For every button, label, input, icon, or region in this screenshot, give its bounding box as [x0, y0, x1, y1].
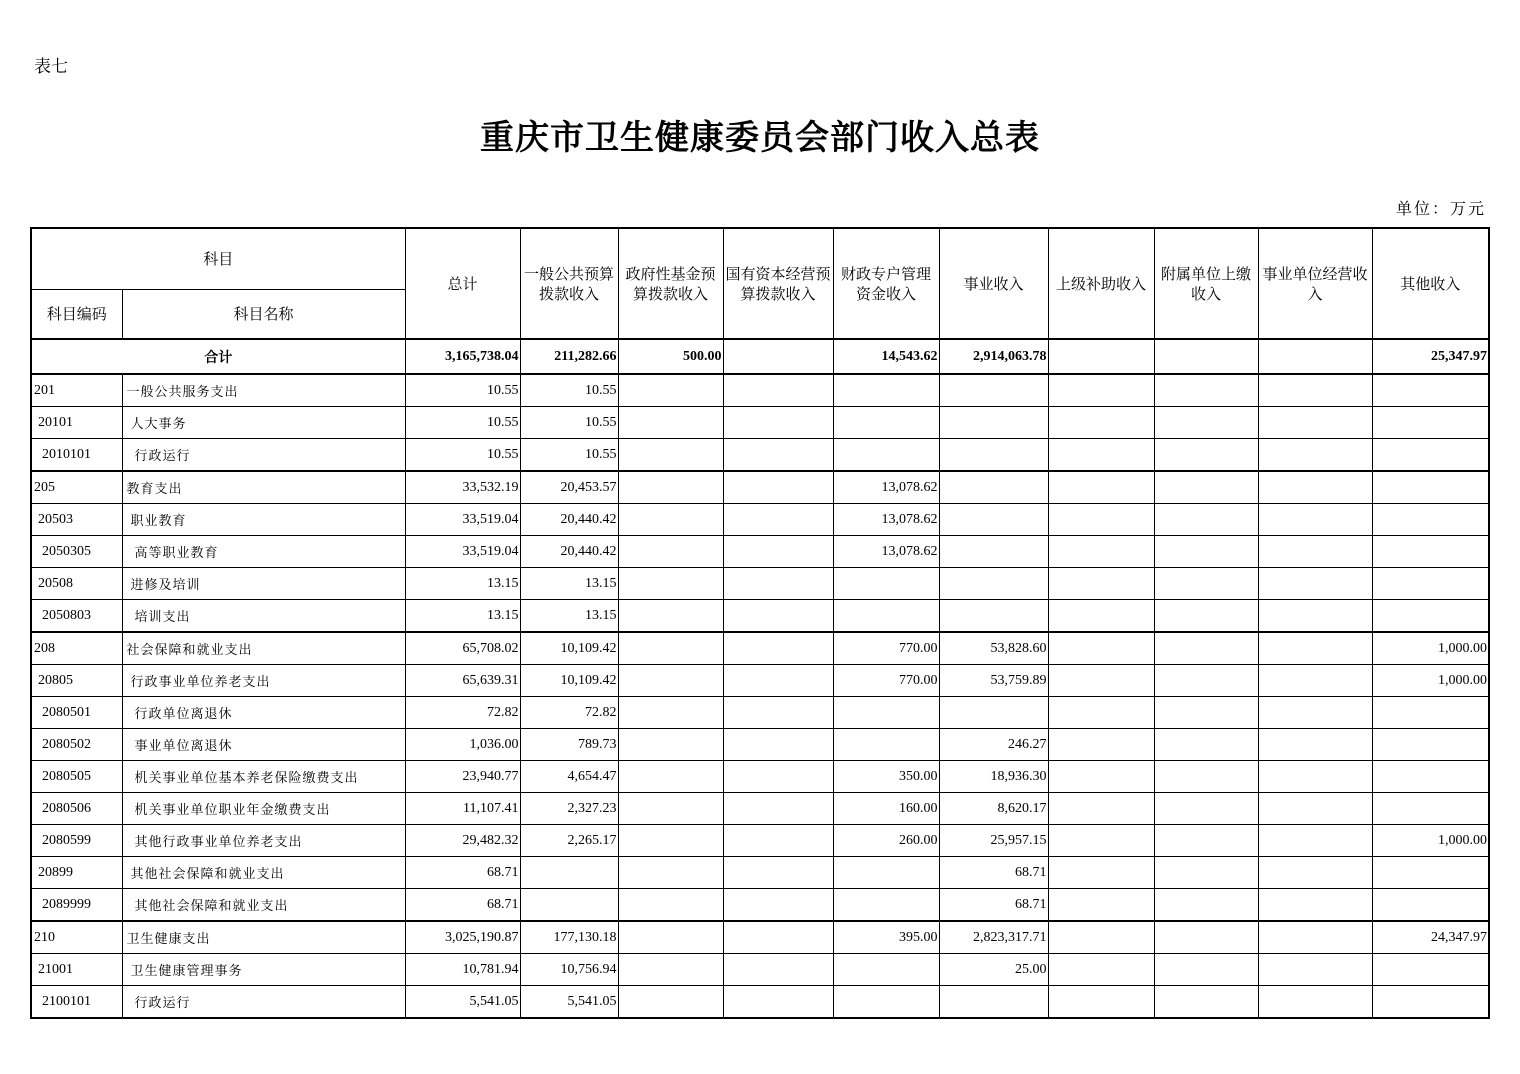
cell-total: 13.15 — [405, 600, 520, 633]
cell-general-budget: 789.73 — [520, 729, 618, 761]
header-total: 总计 — [405, 228, 520, 339]
subject-code-cell: 20503 — [31, 504, 122, 536]
cell-business-operation — [1258, 697, 1372, 729]
cell-business-operation — [1258, 825, 1372, 857]
subject-code-cell: 21001 — [31, 954, 122, 986]
table-row — [31, 374, 1489, 407]
cell-gov-fund — [618, 697, 723, 729]
subject-code-cell: 20899 — [31, 857, 122, 889]
cell-other-income — [1372, 889, 1489, 922]
cell-affiliated-unit — [1154, 568, 1258, 600]
cell-other-income — [1372, 536, 1489, 568]
cell-business-operation — [1258, 729, 1372, 761]
cell-general-budget: 10.55 — [520, 407, 618, 439]
cell-gov-fund — [618, 665, 723, 697]
cell-affiliated-unit — [1154, 504, 1258, 536]
table-row — [31, 407, 1489, 439]
cell-business-operation — [1258, 439, 1372, 472]
total-cell-gov-fund: 500.00 — [618, 339, 723, 374]
header-other-income: 其他收入 — [1372, 228, 1489, 339]
table-row — [31, 857, 1489, 889]
cell-special-fund — [833, 889, 939, 922]
cell-affiliated-unit — [1154, 857, 1258, 889]
table-row — [31, 536, 1489, 568]
subject-name-cell: 行政事业单位养老支出 — [122, 665, 405, 697]
table-row — [31, 729, 1489, 761]
cell-general-budget: 2,265.17 — [520, 825, 618, 857]
header-affiliated-unit: 附属单位上缴收入 — [1154, 228, 1258, 339]
total-cell-state-capital — [723, 339, 833, 374]
total-cell-superior-subsidy — [1048, 339, 1154, 374]
cell-total: 65,639.31 — [405, 665, 520, 697]
cell-affiliated-unit — [1154, 407, 1258, 439]
cell-gov-fund — [618, 568, 723, 600]
cell-other-income — [1372, 471, 1489, 504]
header-business-operation: 事业单位经营收入 — [1258, 228, 1372, 339]
cell-state-capital — [723, 954, 833, 986]
subject-code-cell: 2050305 — [31, 536, 122, 568]
cell-gov-fund — [618, 889, 723, 922]
cell-state-capital — [723, 439, 833, 472]
subject-code-cell: 2089999 — [31, 889, 122, 922]
unit-label: 单位：万元 — [1395, 199, 1486, 218]
table-row — [31, 761, 1489, 793]
cell-affiliated-unit — [1154, 697, 1258, 729]
cell-other-income — [1372, 439, 1489, 472]
cell-other-income — [1372, 374, 1489, 407]
cell-state-capital — [723, 632, 833, 665]
cell-general-budget: 2,327.23 — [520, 793, 618, 825]
table-row — [31, 439, 1489, 472]
cell-business-operation — [1258, 504, 1372, 536]
header-business-income: 事业收入 — [939, 228, 1048, 339]
cell-other-income — [1372, 857, 1489, 889]
header-subject: 科目 — [31, 228, 405, 290]
table-row — [31, 665, 1489, 697]
cell-total: 72.82 — [405, 697, 520, 729]
cell-general-budget: 10.55 — [520, 374, 618, 407]
table-row — [31, 471, 1489, 504]
subject-code-cell: 2010101 — [31, 439, 122, 472]
cell-business-operation — [1258, 793, 1372, 825]
table-row — [31, 793, 1489, 825]
subject-code-cell: 2100101 — [31, 986, 122, 1019]
subject-name-cell: 卫生健康支出 — [122, 921, 405, 954]
cell-special-fund: 160.00 — [833, 793, 939, 825]
subject-name-cell: 行政运行 — [122, 439, 405, 472]
cell-other-income: 1,000.00 — [1372, 632, 1489, 665]
cell-special-fund — [833, 407, 939, 439]
cell-superior-subsidy — [1048, 536, 1154, 568]
header-superior-subsidy: 上级补助收入 — [1048, 228, 1154, 339]
header-subject-code: 科目编码 — [31, 290, 122, 340]
subject-name-cell: 行政单位离退休 — [122, 697, 405, 729]
total-label: 合计 — [31, 339, 405, 374]
cell-special-fund — [833, 729, 939, 761]
cell-gov-fund — [618, 761, 723, 793]
cell-gov-fund — [618, 793, 723, 825]
cell-general-budget: 5,541.05 — [520, 986, 618, 1019]
cell-superior-subsidy — [1048, 761, 1154, 793]
cell-special-fund: 770.00 — [833, 665, 939, 697]
cell-business-operation — [1258, 407, 1372, 439]
subject-name-cell: 机关事业单位基本养老保险缴费支出 — [122, 761, 405, 793]
cell-superior-subsidy — [1048, 665, 1154, 697]
cell-state-capital — [723, 921, 833, 954]
cell-superior-subsidy — [1048, 793, 1154, 825]
cell-total: 68.71 — [405, 889, 520, 922]
cell-total: 65,708.02 — [405, 632, 520, 665]
cell-affiliated-unit — [1154, 889, 1258, 922]
cell-gov-fund — [618, 439, 723, 472]
cell-total: 10.55 — [405, 407, 520, 439]
cell-business-operation — [1258, 986, 1372, 1019]
subject-code-cell: 20508 — [31, 568, 122, 600]
cell-superior-subsidy — [1048, 889, 1154, 922]
cell-state-capital — [723, 761, 833, 793]
cell-total: 29,482.32 — [405, 825, 520, 857]
cell-special-fund — [833, 568, 939, 600]
subject-name-cell: 培训支出 — [122, 600, 405, 633]
cell-gov-fund — [618, 374, 723, 407]
cell-affiliated-unit — [1154, 439, 1258, 472]
cell-general-budget: 20,440.42 — [520, 536, 618, 568]
cell-business-income: 2,823,317.71 — [939, 921, 1048, 954]
cell-other-income — [1372, 697, 1489, 729]
cell-other-income — [1372, 568, 1489, 600]
cell-general-budget: 20,440.42 — [520, 504, 618, 536]
cell-other-income: 1,000.00 — [1372, 665, 1489, 697]
total-cell-business-income: 2,914,063.78 — [939, 339, 1048, 374]
cell-general-budget: 10,756.94 — [520, 954, 618, 986]
cell-business-operation — [1258, 600, 1372, 633]
cell-business-income — [939, 504, 1048, 536]
cell-business-income: 8,620.17 — [939, 793, 1048, 825]
subject-code-cell: 2080506 — [31, 793, 122, 825]
cell-state-capital — [723, 374, 833, 407]
header-general-budget: 一般公共预算拨款收入 — [520, 228, 618, 339]
cell-total: 13.15 — [405, 568, 520, 600]
subject-code-cell: 2050803 — [31, 600, 122, 633]
table-row — [31, 600, 1489, 633]
cell-gov-fund — [618, 921, 723, 954]
cell-business-operation — [1258, 921, 1372, 954]
cell-affiliated-unit — [1154, 825, 1258, 857]
cell-state-capital — [723, 504, 833, 536]
cell-affiliated-unit — [1154, 536, 1258, 568]
cell-special-fund — [833, 439, 939, 472]
subject-code-cell: 208 — [31, 632, 122, 665]
cell-business-income — [939, 407, 1048, 439]
subject-code-cell: 2080501 — [31, 697, 122, 729]
cell-special-fund — [833, 374, 939, 407]
total-cell-general-budget: 211,282.66 — [520, 339, 618, 374]
cell-superior-subsidy — [1048, 729, 1154, 761]
cell-other-income: 1,000.00 — [1372, 825, 1489, 857]
header-special-fund: 财政专户管理资金收入 — [833, 228, 939, 339]
table-row — [31, 921, 1489, 954]
cell-other-income — [1372, 729, 1489, 761]
cell-business-income — [939, 536, 1048, 568]
table-label: 表七 — [34, 57, 68, 77]
subject-code-cell: 2080599 — [31, 825, 122, 857]
cell-superior-subsidy — [1048, 632, 1154, 665]
cell-affiliated-unit — [1154, 986, 1258, 1019]
subject-name-cell: 事业单位离退休 — [122, 729, 405, 761]
total-row — [31, 339, 1489, 374]
subject-code-cell: 205 — [31, 471, 122, 504]
subject-name-cell: 人大事务 — [122, 407, 405, 439]
cell-special-fund — [833, 986, 939, 1019]
subject-name-cell: 卫生健康管理事务 — [122, 954, 405, 986]
cell-business-income — [939, 568, 1048, 600]
cell-state-capital — [723, 889, 833, 922]
cell-other-income — [1372, 504, 1489, 536]
cell-gov-fund — [618, 986, 723, 1019]
subject-name-cell: 其他社会保障和就业支出 — [122, 857, 405, 889]
cell-special-fund: 13,078.62 — [833, 536, 939, 568]
table-row — [31, 825, 1489, 857]
cell-general-budget: 177,130.18 — [520, 921, 618, 954]
cell-total: 33,519.04 — [405, 504, 520, 536]
cell-affiliated-unit — [1154, 761, 1258, 793]
cell-business-income — [939, 439, 1048, 472]
cell-gov-fund — [618, 471, 723, 504]
cell-total: 23,940.77 — [405, 761, 520, 793]
cell-other-income — [1372, 761, 1489, 793]
cell-gov-fund — [618, 632, 723, 665]
cell-business-income: 53,828.60 — [939, 632, 1048, 665]
cell-superior-subsidy — [1048, 825, 1154, 857]
table-row — [31, 568, 1489, 600]
cell-state-capital — [723, 665, 833, 697]
cell-superior-subsidy — [1048, 471, 1154, 504]
cell-superior-subsidy — [1048, 374, 1154, 407]
subject-name-cell: 其他社会保障和就业支出 — [122, 889, 405, 922]
cell-state-capital — [723, 600, 833, 633]
cell-business-operation — [1258, 471, 1372, 504]
cell-general-budget — [520, 857, 618, 889]
cell-business-income: 246.27 — [939, 729, 1048, 761]
cell-business-income: 68.71 — [939, 889, 1048, 922]
cell-business-operation — [1258, 536, 1372, 568]
cell-business-operation — [1258, 632, 1372, 665]
subject-name-cell: 教育支出 — [122, 471, 405, 504]
subject-code-cell: 210 — [31, 921, 122, 954]
cell-business-operation — [1258, 374, 1372, 407]
cell-general-budget: 13.15 — [520, 568, 618, 600]
cell-state-capital — [723, 568, 833, 600]
table-row — [31, 632, 1489, 665]
cell-superior-subsidy — [1048, 697, 1154, 729]
cell-business-income: 53,759.89 — [939, 665, 1048, 697]
cell-business-income — [939, 986, 1048, 1019]
subject-code-cell: 20805 — [31, 665, 122, 697]
subject-name-cell: 行政运行 — [122, 986, 405, 1019]
cell-gov-fund — [618, 857, 723, 889]
cell-total: 33,519.04 — [405, 536, 520, 568]
cell-total: 11,107.41 — [405, 793, 520, 825]
cell-superior-subsidy — [1048, 921, 1154, 954]
cell-gov-fund — [618, 600, 723, 633]
subject-code-cell: 20101 — [31, 407, 122, 439]
subject-name-cell: 其他行政事业单位养老支出 — [122, 825, 405, 857]
header-state-capital: 国有资本经营预算拨款收入 — [723, 228, 833, 339]
cell-state-capital — [723, 793, 833, 825]
subject-name-cell: 社会保障和就业支出 — [122, 632, 405, 665]
table-row — [31, 954, 1489, 986]
subject-code-cell: 201 — [31, 374, 122, 407]
cell-affiliated-unit — [1154, 793, 1258, 825]
cell-affiliated-unit — [1154, 600, 1258, 633]
total-cell-special-fund: 14,543.62 — [833, 339, 939, 374]
cell-business-income — [939, 471, 1048, 504]
total-cell-affiliated-unit — [1154, 339, 1258, 374]
subject-name-cell: 进修及培训 — [122, 568, 405, 600]
cell-total: 10.55 — [405, 439, 520, 472]
subject-name-cell: 高等职业教育 — [122, 536, 405, 568]
cell-special-fund — [833, 857, 939, 889]
cell-superior-subsidy — [1048, 407, 1154, 439]
table-row — [31, 986, 1489, 1019]
income-table — [30, 227, 1490, 1019]
total-cell-total: 3,165,738.04 — [405, 339, 520, 374]
cell-special-fund: 770.00 — [833, 632, 939, 665]
subject-name-cell: 机关事业单位职业年金缴费支出 — [122, 793, 405, 825]
cell-special-fund: 13,078.62 — [833, 504, 939, 536]
cell-superior-subsidy — [1048, 504, 1154, 536]
cell-affiliated-unit — [1154, 665, 1258, 697]
total-cell-other-income: 25,347.97 — [1372, 339, 1489, 374]
cell-special-fund — [833, 600, 939, 633]
cell-gov-fund — [618, 504, 723, 536]
cell-affiliated-unit — [1154, 729, 1258, 761]
cell-business-operation — [1258, 857, 1372, 889]
cell-total: 68.71 — [405, 857, 520, 889]
total-cell-business-operation — [1258, 339, 1372, 374]
cell-total: 33,532.19 — [405, 471, 520, 504]
cell-general-budget: 10,109.42 — [520, 632, 618, 665]
cell-special-fund — [833, 954, 939, 986]
cell-state-capital — [723, 536, 833, 568]
cell-other-income — [1372, 600, 1489, 633]
cell-superior-subsidy — [1048, 600, 1154, 633]
cell-general-budget: 10,109.42 — [520, 665, 618, 697]
cell-gov-fund — [618, 407, 723, 439]
cell-total: 1,036.00 — [405, 729, 520, 761]
cell-superior-subsidy — [1048, 439, 1154, 472]
table-row — [31, 889, 1489, 922]
cell-special-fund — [833, 697, 939, 729]
header-subject-name: 科目名称 — [122, 290, 405, 340]
cell-gov-fund — [618, 825, 723, 857]
cell-total: 3,025,190.87 — [405, 921, 520, 954]
cell-gov-fund — [618, 729, 723, 761]
cell-business-operation — [1258, 665, 1372, 697]
header-gov-fund: 政府性基金预算拨款收入 — [618, 228, 723, 339]
cell-state-capital — [723, 471, 833, 504]
cell-state-capital — [723, 857, 833, 889]
cell-state-capital — [723, 986, 833, 1019]
cell-special-fund: 395.00 — [833, 921, 939, 954]
cell-affiliated-unit — [1154, 471, 1258, 504]
cell-other-income: 24,347.97 — [1372, 921, 1489, 954]
cell-business-operation — [1258, 954, 1372, 986]
cell-business-income — [939, 697, 1048, 729]
cell-business-operation — [1258, 889, 1372, 922]
subject-code-cell: 2080502 — [31, 729, 122, 761]
cell-general-budget: 72.82 — [520, 697, 618, 729]
cell-superior-subsidy — [1048, 857, 1154, 889]
cell-superior-subsidy — [1048, 986, 1154, 1019]
page-title: 重庆市卫生健康委员会部门收入总表 — [480, 118, 1040, 158]
cell-state-capital — [723, 729, 833, 761]
cell-state-capital — [723, 407, 833, 439]
cell-business-income: 18,936.30 — [939, 761, 1048, 793]
subject-name-cell: 职业教育 — [122, 504, 405, 536]
cell-affiliated-unit — [1154, 921, 1258, 954]
cell-other-income — [1372, 986, 1489, 1019]
cell-general-budget: 10.55 — [520, 439, 618, 472]
cell-other-income — [1372, 407, 1489, 439]
cell-business-income: 25.00 — [939, 954, 1048, 986]
cell-superior-subsidy — [1048, 954, 1154, 986]
cell-business-income — [939, 374, 1048, 407]
cell-affiliated-unit — [1154, 632, 1258, 665]
cell-business-operation — [1258, 568, 1372, 600]
cell-business-income: 25,957.15 — [939, 825, 1048, 857]
table-row — [31, 697, 1489, 729]
cell-special-fund: 13,078.62 — [833, 471, 939, 504]
cell-general-budget — [520, 889, 618, 922]
table-row — [31, 504, 1489, 536]
subject-code-cell: 2080505 — [31, 761, 122, 793]
cell-general-budget: 13.15 — [520, 600, 618, 633]
cell-total: 5,541.05 — [405, 986, 520, 1019]
cell-business-operation — [1258, 761, 1372, 793]
cell-total: 10.55 — [405, 374, 520, 407]
cell-business-income: 68.71 — [939, 857, 1048, 889]
cell-other-income — [1372, 954, 1489, 986]
cell-gov-fund — [618, 954, 723, 986]
cell-total: 10,781.94 — [405, 954, 520, 986]
cell-affiliated-unit — [1154, 954, 1258, 986]
cell-business-income — [939, 600, 1048, 633]
cell-other-income — [1372, 793, 1489, 825]
cell-general-budget: 20,453.57 — [520, 471, 618, 504]
cell-gov-fund — [618, 536, 723, 568]
cell-special-fund: 260.00 — [833, 825, 939, 857]
subject-name-cell: 一般公共服务支出 — [122, 374, 405, 407]
cell-special-fund: 350.00 — [833, 761, 939, 793]
cell-affiliated-unit — [1154, 374, 1258, 407]
cell-superior-subsidy — [1048, 568, 1154, 600]
cell-state-capital — [723, 825, 833, 857]
cell-general-budget: 4,654.47 — [520, 761, 618, 793]
cell-state-capital — [723, 697, 833, 729]
